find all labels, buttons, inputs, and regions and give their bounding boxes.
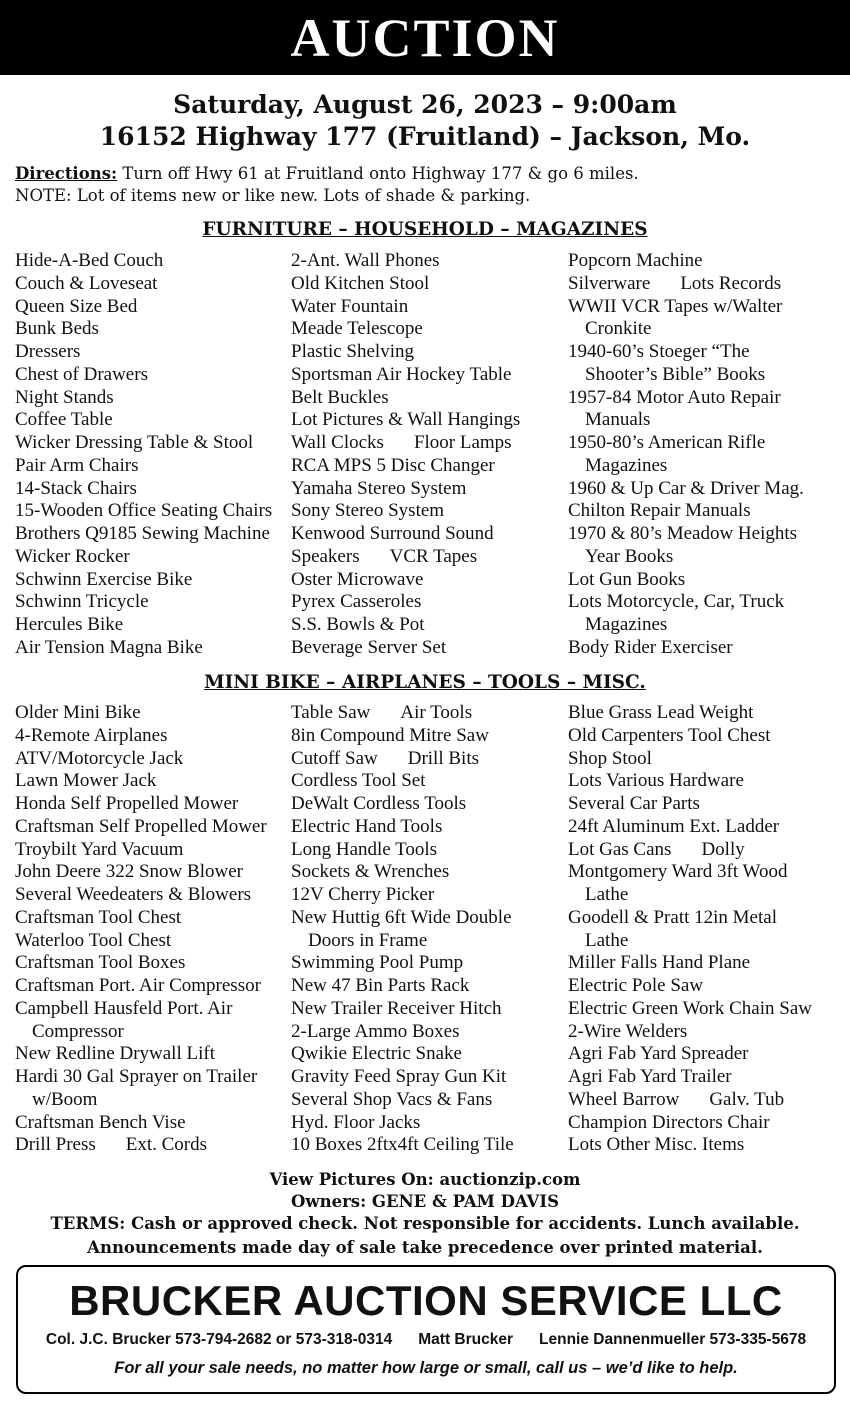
- item-text-secondary: VCR Tapes: [389, 545, 478, 567]
- list-item: [568, 861, 812, 884]
- list-item: [291, 296, 520, 319]
- list-item: [568, 770, 812, 793]
- item-text: Queen Size Bed: [15, 295, 138, 317]
- contact-row: [18, 1331, 834, 1349]
- list-item: [568, 930, 812, 953]
- terms-line: TERMS: Cash or approved check. Not responsible for accidents. Lunch available.: [50, 1214, 800, 1233]
- list-item: [291, 1112, 514, 1135]
- item-text: Long Handle Tools: [291, 838, 438, 860]
- item-text: Night Stands: [15, 386, 114, 408]
- item-text: Miller Falls Hand Plane: [568, 952, 751, 974]
- item-text: 10 Boxes 2ftx4ft Ceiling Tile: [291, 1134, 514, 1156]
- list-item: [15, 341, 272, 364]
- item-text: Magazines: [585, 614, 668, 635]
- item-text: Cronkite: [585, 318, 652, 340]
- list-item: [568, 455, 804, 478]
- item-text: Shooter’s Bible” Books: [585, 363, 766, 385]
- list-item: [291, 793, 514, 816]
- item-text: Old Carpenters Tool Chest: [568, 724, 771, 746]
- list-item: [568, 364, 804, 387]
- item-text: Blue Grass Lead Weight: [568, 702, 754, 723]
- item-text-secondary: Air Tools: [400, 702, 473, 723]
- furniture-column-3: [568, 250, 804, 660]
- list-item: [291, 1021, 514, 1044]
- list-item: [568, 432, 804, 455]
- item-text: Wheel Barrow: [568, 1088, 680, 1110]
- item-text: 2-Large Ammo Boxes: [291, 1020, 460, 1042]
- item-text: 1957-84 Motor Auto Repair: [568, 386, 781, 408]
- item-text: New Huttig 6ft Wide Double: [291, 906, 512, 928]
- list-item: [15, 1043, 267, 1066]
- item-text: Lathe: [585, 884, 629, 905]
- list-item: [568, 478, 804, 501]
- list-item: [15, 637, 272, 660]
- list-item: [291, 975, 514, 998]
- item-text: Waterloo Tool Chest: [15, 929, 172, 951]
- item-text: Agri Fab Yard Spreader: [568, 1043, 749, 1065]
- list-item: [291, 1043, 514, 1066]
- list-item: [568, 273, 804, 296]
- list-item: [291, 614, 520, 637]
- item-text: Bunk Beds: [15, 318, 99, 340]
- directions-text: Turn off Hwy 61 at Fruitland onto Highway 177 & go 6 miles.: [117, 164, 639, 183]
- list-item: [15, 998, 267, 1021]
- list-item: [15, 725, 267, 748]
- item-text: Plastic Shelving: [291, 341, 414, 362]
- contact-matt: Matt Brucker: [418, 1331, 514, 1348]
- list-item: [291, 839, 514, 862]
- list-item: [15, 884, 267, 907]
- item-text: Air Tension Magna Bike: [15, 636, 203, 658]
- item-text: Lot Pictures & Wall Hangings: [291, 409, 521, 431]
- list-item: [15, 1134, 267, 1157]
- list-item: [568, 500, 804, 523]
- list-item: [15, 318, 272, 341]
- list-item: [291, 546, 520, 569]
- pictures-line: View Pictures On: auctionzip.com: [269, 1170, 581, 1189]
- item-text: New 47 Bin Parts Rack: [291, 975, 470, 996]
- list-item: [15, 839, 267, 862]
- list-item: [15, 1021, 267, 1044]
- item-text: Chest of Drawers: [15, 363, 148, 385]
- item-text: Yamaha Stereo System: [291, 477, 467, 499]
- item-text: Hardi 30 Gal Sprayer on Trailer: [15, 1066, 258, 1087]
- list-item: [291, 250, 520, 273]
- item-text: Schwinn Tricycle: [15, 591, 149, 613]
- section-heading-furniture: FURNITURE – HOUSEHOLD – MAGAZINES: [202, 219, 648, 240]
- list-item: [15, 569, 272, 592]
- item-text: Electric Hand Tools: [291, 815, 443, 837]
- list-item: [15, 614, 272, 637]
- item-text: Lawn Mower Jack: [15, 770, 157, 792]
- list-item: [291, 637, 520, 660]
- contact-lennie: Lennie Dannenmueller 573-335-5678: [539, 1331, 807, 1348]
- item-text: Craftsman Tool Chest: [15, 906, 182, 928]
- item-text: RCA MPS 5 Disc Changer: [291, 454, 495, 476]
- list-item: [291, 702, 514, 725]
- item-text: Belt Buckles: [291, 386, 389, 408]
- item-text: Beverage Server Set: [291, 636, 447, 658]
- list-item: [291, 998, 514, 1021]
- list-item: [568, 341, 804, 364]
- list-item: [15, 770, 267, 793]
- item-text: Older Mini Bike: [15, 702, 141, 723]
- list-item: [15, 1066, 267, 1089]
- list-item: [568, 839, 812, 862]
- item-text: 8in Compound Mitre Saw: [291, 724, 489, 746]
- item-text: 14-Stack Chairs: [15, 477, 137, 499]
- list-item: [568, 250, 804, 273]
- item-text: Meade Telescope: [291, 318, 423, 340]
- list-item: [291, 523, 520, 546]
- item-text: Wicker Dressing Table & Stool: [15, 432, 254, 453]
- list-item: [291, 1134, 514, 1157]
- list-item: [291, 591, 520, 614]
- list-item: [291, 816, 514, 839]
- item-text: Swimming Pool Pump: [291, 952, 464, 974]
- list-item: [568, 591, 804, 614]
- list-item: [291, 500, 520, 523]
- title-banner: [0, 0, 850, 75]
- list-item: [15, 702, 267, 725]
- company-box: [16, 1265, 836, 1394]
- list-item: [15, 546, 272, 569]
- list-item: [568, 1089, 812, 1112]
- list-item: [568, 1112, 812, 1135]
- item-text: Craftsman Port. Air Compressor: [15, 975, 261, 996]
- item-text: New Trailer Receiver Hitch: [291, 997, 502, 1019]
- item-text-secondary: Galv. Tub: [709, 1088, 785, 1110]
- item-text: Silverware: [568, 272, 651, 294]
- item-text: Popcorn Machine: [568, 250, 703, 271]
- item-text: Lots Other Misc. Items: [568, 1134, 745, 1156]
- list-item: [15, 1112, 267, 1135]
- item-text: Cordless Tool Set: [291, 770, 426, 792]
- list-item: [568, 637, 804, 660]
- list-item: [568, 907, 812, 930]
- list-item: [15, 478, 272, 501]
- list-item: [291, 884, 514, 907]
- item-text: Hercules Bike: [15, 614, 124, 635]
- list-item: [15, 296, 272, 319]
- item-text: Table Saw: [291, 702, 371, 723]
- item-text: Craftsman Bench Vise: [15, 1111, 186, 1133]
- item-text: 1970 & 80’s Meadow Heights: [568, 523, 798, 544]
- item-text: Sockets & Wrenches: [291, 861, 450, 883]
- note-line: NOTE: Lot of items new or like new. Lots of shade & parking.: [15, 186, 531, 205]
- item-text: Schwinn Exercise Bike: [15, 568, 193, 590]
- item-text: Pyrex Casseroles: [291, 591, 422, 613]
- item-text: Champion Directors Chair: [568, 1111, 770, 1133]
- list-item: [15, 952, 267, 975]
- item-text: Campbell Hausfeld Port. Air: [15, 997, 233, 1019]
- item-text: Water Fountain: [291, 295, 409, 317]
- item-text: Gravity Feed Spray Gun Kit: [291, 1066, 507, 1087]
- list-item: [291, 341, 520, 364]
- item-text: Doors in Frame: [308, 929, 428, 951]
- item-text: Oster Microwave: [291, 568, 424, 590]
- list-item: [15, 793, 267, 816]
- list-item: [291, 907, 514, 930]
- item-text: Brothers Q9185 Sewing Machine: [15, 523, 270, 544]
- list-item: [291, 432, 520, 455]
- list-item: [291, 748, 514, 771]
- item-text: Goodell & Pratt 12in Metal: [568, 906, 777, 928]
- list-item: [568, 387, 804, 410]
- item-text: Body Rider Exerciser: [568, 636, 733, 658]
- item-text: 15-Wooden Office Seating Chairs: [15, 500, 273, 522]
- list-item: [568, 725, 812, 748]
- list-item: [291, 1089, 514, 1112]
- list-item: [15, 250, 272, 273]
- list-item: [568, 614, 804, 637]
- item-text-secondary: Drill Bits: [407, 747, 479, 769]
- item-text: ATV/Motorcycle Jack: [15, 747, 184, 769]
- list-item: [291, 387, 520, 410]
- item-text: Old Kitchen Stool: [291, 272, 430, 294]
- item-text-secondary: Ext. Cords: [125, 1134, 208, 1156]
- list-item: [291, 1066, 514, 1089]
- item-text: Several Car Parts: [568, 793, 700, 814]
- list-item: [568, 409, 804, 432]
- list-item: [15, 387, 272, 410]
- item-text: 2-Ant. Wall Phones: [291, 250, 440, 271]
- directions: [15, 164, 639, 183]
- list-item: [15, 432, 272, 455]
- list-item: [291, 952, 514, 975]
- item-text: Sony Stereo System: [291, 500, 445, 522]
- list-item: [15, 273, 272, 296]
- tools-column-1: [15, 702, 267, 1157]
- list-item: [291, 569, 520, 592]
- item-text: Drill Press: [15, 1134, 96, 1156]
- list-item: [568, 884, 812, 907]
- item-text: Hide-A-Bed Couch: [15, 250, 164, 271]
- owners-line: Owners: GENE & PAM DAVIS: [291, 1192, 559, 1211]
- directions-label: Directions:: [15, 164, 118, 183]
- item-text: Coffee Table: [15, 409, 113, 431]
- item-text: Manuals: [585, 409, 651, 431]
- company-tagline: For all your sale needs, no matter how large or small, call us – we’d like to help.: [114, 1359, 738, 1377]
- auction-title: AUCTION: [290, 7, 560, 68]
- list-item: [15, 1089, 267, 1112]
- list-item: [15, 930, 267, 953]
- item-text: S.S. Bowls & Pot: [291, 614, 425, 635]
- list-item: [291, 455, 520, 478]
- list-item: [568, 793, 812, 816]
- item-text: 2-Wire Welders: [568, 1020, 688, 1042]
- list-item: [15, 861, 267, 884]
- list-item: [568, 975, 812, 998]
- item-text: WWII VCR Tapes w/Walter: [568, 295, 783, 317]
- item-text: Lot Gas Cans: [568, 838, 672, 860]
- list-item: [568, 1021, 812, 1044]
- list-item: [15, 409, 272, 432]
- list-item: [568, 1066, 812, 1089]
- list-item: [291, 930, 514, 953]
- list-item: [568, 1043, 812, 1066]
- item-text: Several Shop Vacs & Fans: [291, 1088, 493, 1110]
- furniture-column-1: [15, 250, 272, 660]
- list-item: [568, 702, 812, 725]
- item-text: Lot Gun Books: [568, 568, 686, 590]
- item-text: Lots Various Hardware: [568, 770, 744, 792]
- list-item: [15, 816, 267, 839]
- item-text: Shop Stool: [568, 747, 652, 769]
- item-text: w/Boom: [32, 1088, 98, 1110]
- item-text: Craftsman Self Propelled Mower: [15, 815, 267, 837]
- list-item: [568, 816, 812, 839]
- item-text: Magazines: [585, 454, 668, 476]
- item-text: Dressers: [15, 341, 81, 362]
- list-item: [291, 364, 520, 387]
- item-text: Wall Clocks: [291, 432, 384, 453]
- list-item: [568, 952, 812, 975]
- item-text: John Deere 322 Snow Blower: [15, 861, 243, 883]
- item-text: Sportsman Air Hockey Table: [291, 363, 512, 385]
- contact-brucker: Col. J.C. Brucker 573-794-2682 or 573-318-0314: [45, 1331, 393, 1348]
- item-text: Pair Arm Chairs: [15, 454, 139, 476]
- item-text: Couch & Loveseat: [15, 272, 158, 294]
- list-item: [291, 725, 514, 748]
- list-item: [568, 748, 812, 771]
- tools-column-3: [568, 702, 812, 1157]
- announcements-line: Announcements made day of sale take precedence over printed material.: [87, 1238, 763, 1257]
- item-text: Lots Motorcycle, Car, Truck: [568, 591, 785, 613]
- list-item: [291, 409, 520, 432]
- item-text: Several Weedeaters & Blowers: [15, 884, 252, 905]
- furniture-column-2: [291, 250, 520, 660]
- list-item: [15, 500, 272, 523]
- item-text: Craftsman Tool Boxes: [15, 952, 186, 974]
- item-text-secondary: Lots Records: [680, 272, 782, 294]
- item-text: Troybilt Yard Vacuum: [15, 838, 184, 860]
- item-text: Year Books: [585, 545, 674, 567]
- item-text: Kenwood Surround Sound: [291, 523, 494, 544]
- item-text: New Redline Drywall Lift: [15, 1043, 215, 1065]
- item-text: Lathe: [585, 929, 629, 951]
- list-item: [568, 296, 804, 319]
- list-item: [291, 770, 514, 793]
- list-item: [291, 318, 520, 341]
- company-name: BRUCKER AUCTION SERVICE LLC: [69, 1277, 783, 1324]
- item-text: Speakers: [291, 545, 360, 567]
- item-text: Chilton Repair Manuals: [568, 500, 751, 522]
- address-line: 16152 Highway 177 (Fruitland) – Jackson, Mo.: [99, 122, 751, 151]
- item-text: Montgomery Ward 3ft Wood: [568, 861, 788, 883]
- list-item: [568, 546, 804, 569]
- list-item: [291, 861, 514, 884]
- item-text: Hyd. Floor Jacks: [291, 1111, 421, 1133]
- item-text: 1940-60’s Stoeger “The: [568, 341, 750, 362]
- item-text: Compressor: [32, 1020, 124, 1042]
- tools-column-2: [291, 702, 514, 1157]
- list-item: [15, 591, 272, 614]
- item-text: Electric Pole Saw: [568, 975, 704, 996]
- item-text: 1960 & Up Car & Driver Mag.: [568, 477, 804, 499]
- item-text: DeWalt Cordless Tools: [291, 793, 467, 814]
- list-item: [568, 318, 804, 341]
- item-text: Cutoff Saw: [291, 747, 378, 769]
- item-text: 24ft Aluminum Ext. Ladder: [568, 815, 780, 837]
- item-text: Wicker Rocker: [15, 545, 130, 567]
- item-text-secondary: Floor Lamps: [413, 432, 512, 453]
- item-text: Qwikie Electric Snake: [291, 1043, 462, 1065]
- item-text: 12V Cherry Picker: [291, 884, 435, 905]
- item-text: 1950-80’s American Rifle: [568, 432, 766, 453]
- list-item: [15, 907, 267, 930]
- item-text: Honda Self Propelled Mower: [15, 793, 239, 814]
- item-text: Agri Fab Yard Trailer: [568, 1066, 732, 1087]
- item-text: Electric Green Work Chain Saw: [568, 997, 812, 1019]
- list-item: [15, 748, 267, 771]
- list-item: [568, 523, 804, 546]
- list-item: [291, 478, 520, 501]
- list-item: [15, 975, 267, 998]
- list-item: [15, 455, 272, 478]
- list-item: [15, 364, 272, 387]
- list-item: [568, 998, 812, 1021]
- item-text: 4-Remote Airplanes: [15, 724, 168, 746]
- list-item: [15, 523, 272, 546]
- date-line: Saturday, August 26, 2023 – 9:00am: [173, 90, 677, 119]
- section-heading-tools: MINI BIKE – AIRPLANES – TOOLS – MISC.: [204, 672, 646, 693]
- list-item: [568, 1134, 812, 1157]
- item-text-secondary: Dolly: [701, 838, 745, 860]
- list-item: [291, 273, 520, 296]
- list-item: [568, 569, 804, 592]
